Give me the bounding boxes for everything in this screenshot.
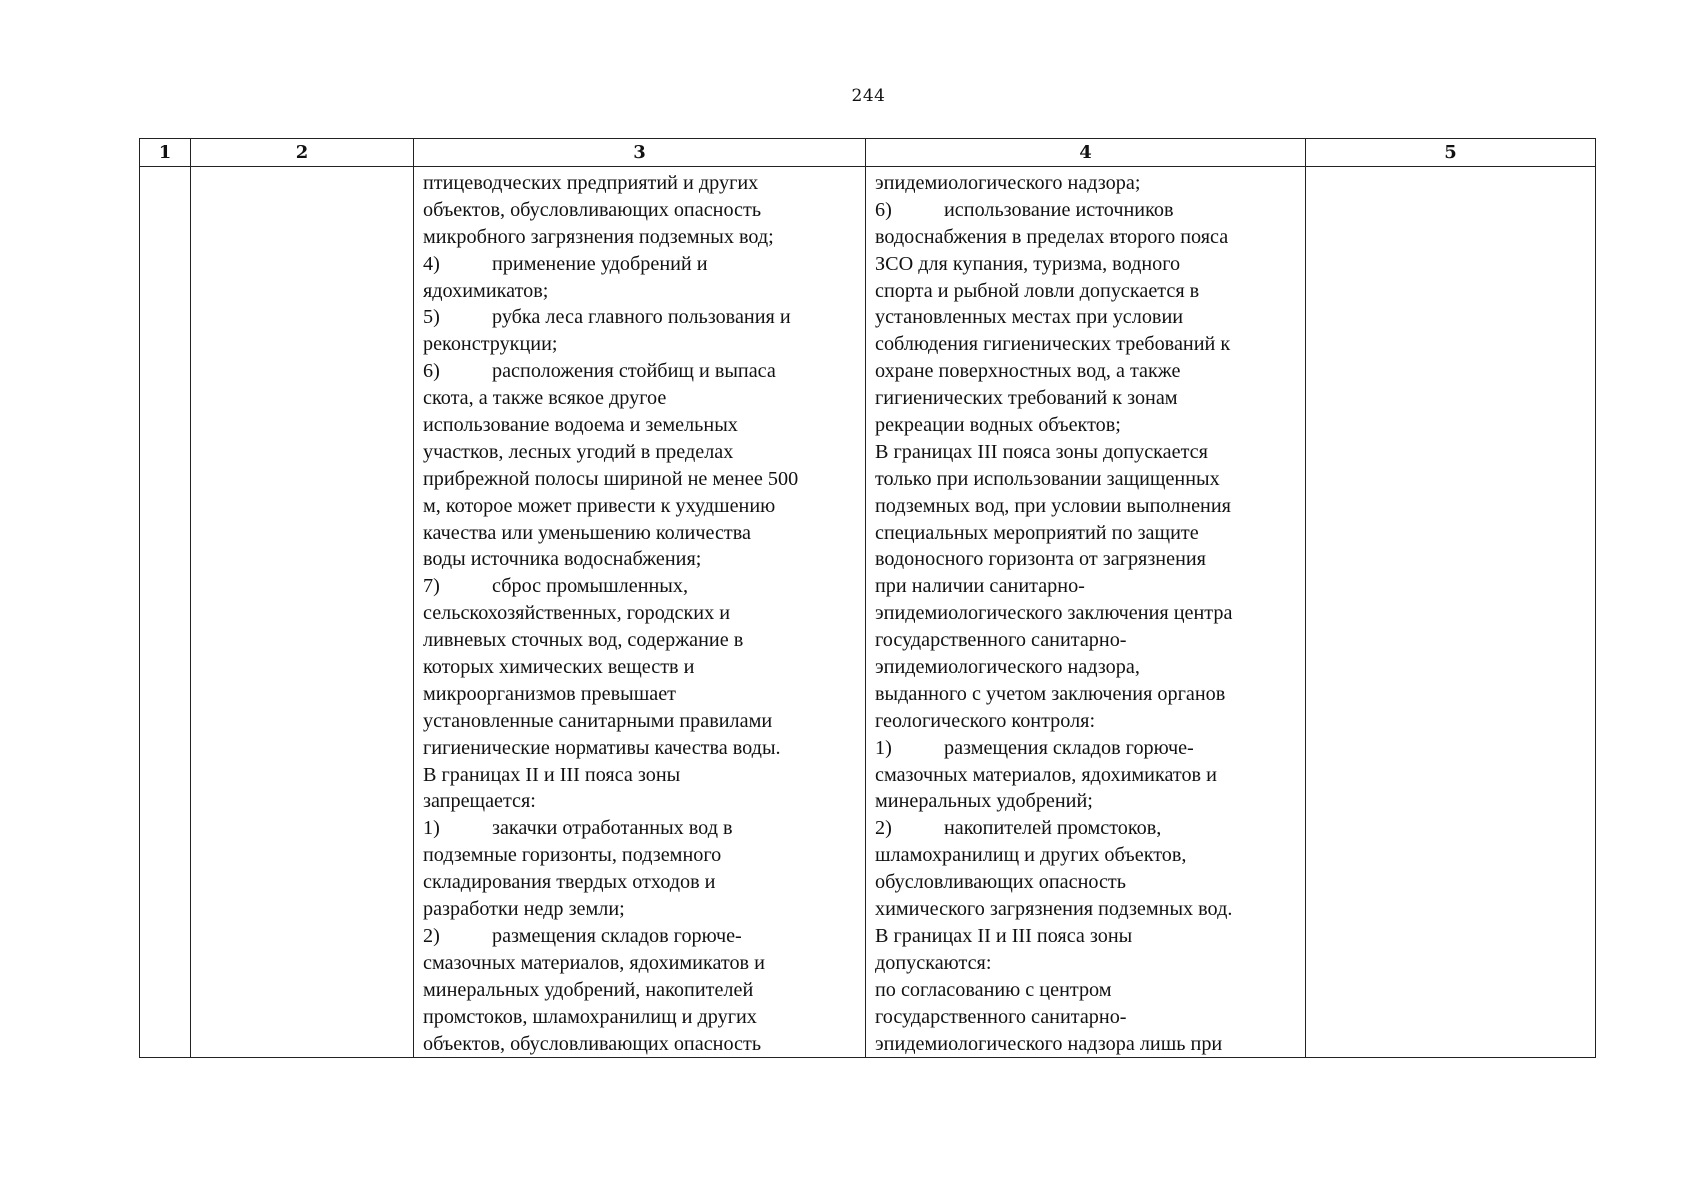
- text-line: государственного санитарно-: [875, 629, 1127, 652]
- list-item-text: сброс промышленных,: [492, 575, 689, 598]
- text-line: водоснабжения в пределах второго пояса: [875, 225, 1229, 248]
- text-line: рекреации водных объектов;: [875, 414, 1121, 437]
- text-line: м, которое может привести к ухудшению: [423, 494, 776, 517]
- text-line: [875, 197, 1297, 224]
- text-line: установленные санитарными правилами: [423, 709, 773, 732]
- text-line: реконструкции;: [423, 333, 558, 356]
- col3-text: [414, 167, 865, 1057]
- list-number: 5): [423, 306, 440, 329]
- text-line: промстоков, шламохранилищ и других: [423, 1005, 757, 1028]
- text-line: водоносного горизонта от загрязнения: [875, 548, 1206, 571]
- column-header-2: 2: [191, 139, 414, 167]
- text-line: специальных мероприятий по защите: [875, 521, 1199, 544]
- text-line: смазочных материалов, ядохимикатов и: [875, 763, 1217, 786]
- text-line: запрещается:: [423, 790, 536, 813]
- text-line: только при использовании защищенных: [875, 467, 1220, 490]
- list-item-text: размещения складов горюче-: [492, 924, 742, 947]
- list-number: 1): [423, 817, 440, 840]
- text-line: при наличии санитарно-: [875, 575, 1085, 598]
- text-line: обусловливающих опасность: [875, 871, 1126, 894]
- text-line: подземных вод, при условии выполнения: [875, 494, 1231, 517]
- text-line: выданного с учетом заключения органов: [875, 682, 1226, 705]
- text-line: эпидемиологического надзора лишь при: [875, 1032, 1223, 1055]
- column-header-5: 5: [1306, 139, 1596, 167]
- text-line: сельскохозяйственных, городских и: [423, 602, 731, 625]
- text-line: складирования твердых отходов и: [423, 871, 716, 894]
- text-line: государственного санитарно-: [875, 1005, 1127, 1028]
- list-number: 2): [875, 817, 892, 840]
- text-line: качества или уменьшению количества: [423, 521, 751, 544]
- text-line: по согласованию с центром: [875, 978, 1112, 1001]
- text-line: микробного загрязнения подземных вод;: [423, 225, 774, 248]
- list-item-text: накопителей промстоков,: [944, 817, 1162, 840]
- col4-text: [866, 167, 1305, 1057]
- text-line: В границах II и III пояса зоны: [423, 763, 681, 786]
- text-line: В границах III пояса зоны допускается: [875, 440, 1208, 463]
- text-line: спорта и рыбной ловли допускается в: [875, 279, 1200, 302]
- text-line: химического загрязнения подземных вод.: [875, 898, 1233, 921]
- text-line: минеральных удобрений;: [875, 790, 1093, 813]
- text-line: допускаются:: [875, 951, 992, 974]
- text-line: скота, а также всякое другое: [423, 387, 667, 410]
- text-line: шламохранилищ и других объектов,: [875, 844, 1187, 867]
- cell-col-2: [191, 167, 414, 1058]
- list-number: 4): [423, 252, 440, 275]
- table-row: [140, 167, 1596, 1058]
- text-line: эпидемиологического надзора,: [875, 656, 1140, 679]
- text-line: соблюдения гигиенических требований к: [875, 333, 1231, 356]
- text-line: разработки недр земли;: [423, 898, 625, 921]
- cell-col-4: [866, 167, 1306, 1058]
- list-number: 7): [423, 575, 440, 598]
- page-number: 244: [851, 86, 886, 106]
- cell-col-1: [140, 167, 191, 1058]
- text-line: [875, 735, 1297, 762]
- text-line: [423, 573, 857, 600]
- column-header-4: 4: [866, 139, 1306, 167]
- text-line: гигиенические нормативы качества воды.: [423, 736, 781, 759]
- text-line: [423, 304, 857, 331]
- text-line: охране поверхностных вод, а также: [875, 360, 1181, 383]
- text-line: прибрежной полосы шириной не менее 500: [423, 467, 799, 490]
- text-line: смазочных материалов, ядохимикатов и: [423, 951, 765, 974]
- text-line: [875, 815, 1297, 842]
- text-line: объектов, обусловливающих опасность: [423, 1032, 762, 1055]
- column-header-1: 1: [140, 139, 191, 167]
- text-line: ядохимикатов;: [423, 279, 549, 302]
- list-item-text: закачки отработанных вод в: [492, 817, 733, 840]
- list-item-text: использование источников: [944, 198, 1174, 221]
- text-line: которых химических веществ и: [423, 656, 695, 679]
- text-line: ливневых сточных вод, содержание в: [423, 629, 744, 652]
- text-line: использование водоема и земельных: [423, 414, 738, 437]
- list-number: 2): [423, 924, 440, 947]
- text-line: микроорганизмов превышает: [423, 682, 676, 705]
- table-header-row: [140, 139, 1596, 167]
- list-number: 6): [423, 360, 440, 383]
- text-line: [423, 815, 857, 842]
- list-item-text: расположения стойбищ и выпаса: [492, 360, 776, 383]
- text-line: [423, 251, 857, 278]
- cell-col-5: [1306, 167, 1596, 1058]
- text-line: В границах II и III пояса зоны: [875, 924, 1133, 947]
- text-line: [423, 923, 857, 950]
- text-line: подземные горизонты, подземного: [423, 844, 722, 867]
- list-item-text: размещения складов горюче-: [944, 736, 1194, 759]
- text-line: птицеводческих предприятий и других: [423, 172, 759, 194]
- text-line: эпидемиологического надзора;: [875, 172, 1141, 194]
- text-line: минеральных удобрений, накопителей: [423, 978, 754, 1001]
- text-line: геологического контроля:: [875, 709, 1096, 732]
- text-line: ЗСО для купания, туризма, водного: [875, 252, 1181, 275]
- text-line: [423, 358, 857, 385]
- list-item-text: применение удобрений и: [492, 252, 708, 275]
- list-number: 6): [875, 198, 892, 221]
- text-line: участков, лесных угодий в пределах: [423, 440, 734, 463]
- list-item-text: рубка леса главного пользования и: [492, 306, 791, 329]
- text-line: объектов, обусловливающих опасность: [423, 198, 762, 221]
- text-line: гигиенических требований к зонам: [875, 387, 1178, 410]
- list-number: 1): [875, 736, 892, 759]
- column-header-3: 3: [414, 139, 866, 167]
- regulation-table: [139, 138, 1596, 1058]
- text-line: воды источника водоснабжения;: [423, 548, 702, 571]
- cell-col-3: [414, 167, 866, 1058]
- text-line: установленных местах при условии: [875, 306, 1184, 329]
- text-line: эпидемиологического заключения центра: [875, 602, 1233, 625]
